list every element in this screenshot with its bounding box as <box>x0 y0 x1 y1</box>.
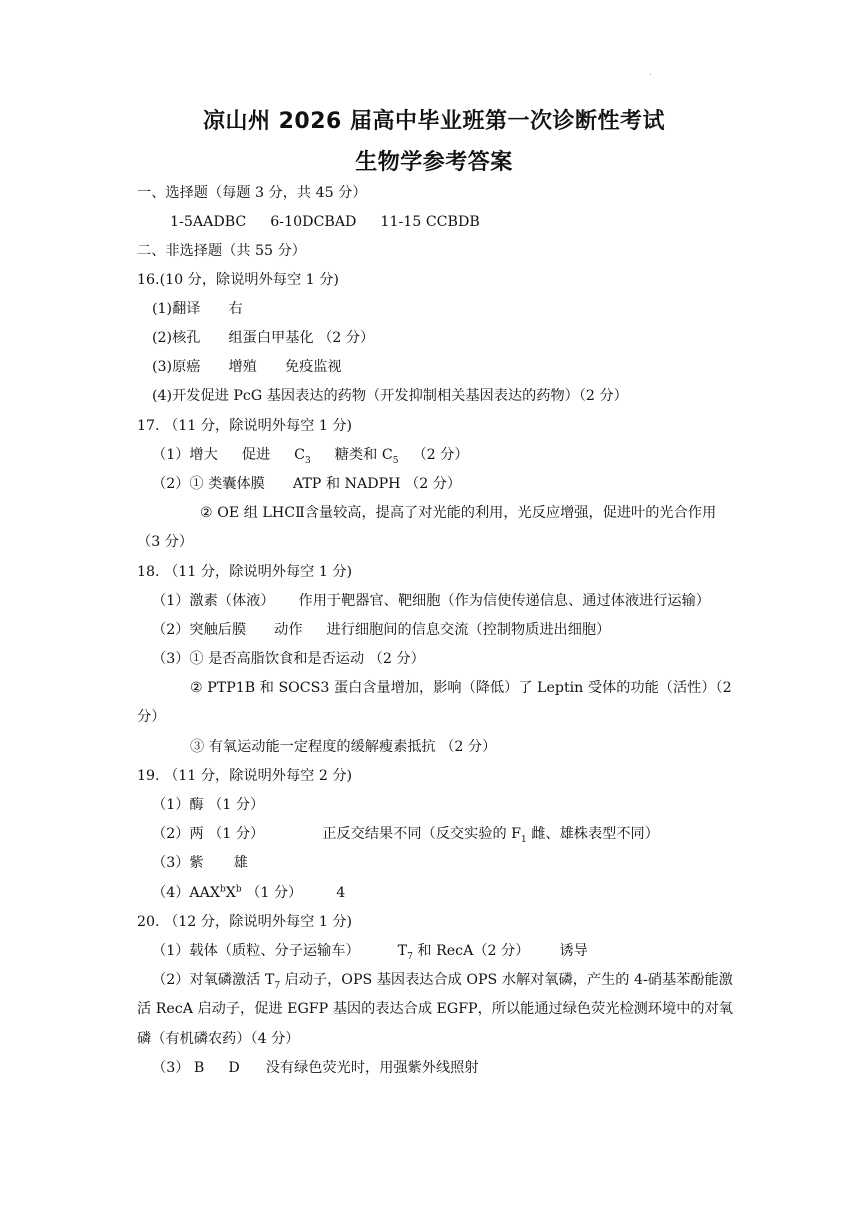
q20-heading: 20. （12 分，除说明外每空 1 分) <box>137 914 353 930</box>
q18-part-4-continued: 分） <box>137 709 166 725</box>
page-subtitle: 生物学参考答案 <box>355 150 513 175</box>
q16-heading: 16.(10 分，除说明外每空 1 分) <box>137 272 339 288</box>
q16-3-answer-a: (3)原癌 <box>152 359 201 375</box>
q16-1-answer-a: (1)翻译 <box>152 301 201 317</box>
q18-2-answer-c: 进行细胞间的信息交流（控制物质进出细胞） <box>326 622 611 638</box>
q17-part-1 <box>152 446 469 464</box>
q16-2-answer-a: (2)核孔 <box>152 330 201 346</box>
q19-part-2 <box>152 825 659 843</box>
q19-2-answer-b: 正反交结果不同（反交实验的 $F_1$ 雌、雄株表型不同） <box>322 826 659 845</box>
q19-heading: 19. （11 分，除说明外每空 2 分) <box>137 768 353 784</box>
q16-part-3 <box>152 358 342 376</box>
q19-part-1: （1）酶 （1 分） <box>152 797 265 813</box>
q20-part-2-line-3: 磷（有机磷农药）（4 分） <box>137 1031 300 1047</box>
q16-1-answer-b: 右 <box>228 301 243 317</box>
q19-3-answer-a: （3）紫 <box>152 855 204 871</box>
q17-1-answer-b: 促进 <box>241 447 271 463</box>
q19-3-answer-b: 雄 <box>233 855 248 871</box>
q19-part-3 <box>152 854 248 872</box>
q20-3-answer-b: D <box>228 1060 240 1076</box>
q18-part-3: （3）① 是否高脂饮食和是否运动 （2 分） <box>152 651 425 667</box>
q18-1-answer-b: 作用于靶器官、靶细胞（作为信使传递信息、通过体液进行运输） <box>298 593 710 609</box>
q19-2-answer-a: （2）两 （1 分） <box>152 826 265 842</box>
q17-part-3: ② OE 组 LHCⅡ含量较高，提高了对光能的利用，光反应增强，促进叶的光合作用 <box>200 505 717 521</box>
answers-6-10: 6-10DCBAD <box>270 214 357 230</box>
q18-part-2 <box>152 621 610 639</box>
q20-part-1 <box>152 942 588 960</box>
q17-2-answer-b: ATP 和 NADPH （2 分） <box>292 476 462 492</box>
q20-1-answer-c: 诱导 <box>559 943 588 959</box>
q17-part-3-continued: （3 分） <box>137 534 194 550</box>
q20-1-answer-b: $T_7$ 和 RecA（2 分） <box>397 943 530 962</box>
section-2-heading: 二、非选择题（共 55 分） <box>137 243 306 259</box>
q17-1-answer-c: $C_3$ <box>294 447 311 466</box>
answers-1-5: 1-5AADBC <box>170 214 247 230</box>
q17-1-answer-a: （1）增大 <box>152 447 218 463</box>
section-1-heading: 一、选择题（每题 3 分，共 45 分） <box>137 185 367 201</box>
q20-part-3 <box>152 1059 479 1077</box>
q20-part-2-line-2: 活 RecA 启动子，促进 EGFP 基因的表达合成 EGFP，所以能通过绿色荧光检测环境中的对氧 <box>137 1001 733 1017</box>
q18-part-1 <box>152 592 710 610</box>
q20-3-answer-a: （3） B <box>152 1060 205 1076</box>
q16-part-2 <box>152 329 374 347</box>
q18-heading: 18. （11 分，除说明外每空 1 分) <box>137 564 353 580</box>
choice-answers <box>170 213 480 231</box>
q17-heading: 17. （11 分，除说明外每空 1 分) <box>137 418 353 434</box>
q16-part-1 <box>152 300 243 318</box>
answers-11-15: 11-15 CCBDB <box>380 214 480 230</box>
q18-2-answer-a: （2）突触后膜 <box>152 622 247 638</box>
q19-part-4 <box>152 884 345 902</box>
q16-part-4: (4)开发促进 PcG 基因表达的药物（开发抑制相关基因表达的药物）（2 分） <box>152 388 628 404</box>
q16-3-answer-b: 增殖 <box>228 359 257 375</box>
q18-part-5: ③ 有氧运动能一定程度的缓解瘦素抵抗 （2 分） <box>190 739 497 755</box>
q19-4-answer-b: 4 <box>336 885 346 901</box>
q17-part-2 <box>152 475 461 493</box>
scan-speck <box>650 74 651 75</box>
q18-2-answer-b: 动作 <box>274 622 303 638</box>
q19-4-answer-a: $(4)AAX^bX^b$ （1 分） <box>152 884 303 901</box>
q16-3-answer-c: 免疫监视 <box>284 359 342 375</box>
q16-2-answer-b: 组蛋白甲基化 （2 分） <box>228 330 375 346</box>
q18-1-answer-a: （1）激素（体液） <box>152 593 275 609</box>
q17-1-answer-d: 糖类和 $C_5$ <box>334 447 399 466</box>
q20-3-answer-c: 没有绿色荧光时，用强紫外线照射 <box>265 1060 479 1076</box>
q17-2-answer-a: （2）① 类囊体膜 <box>152 476 265 492</box>
q20-part-2-line-1: （2）对氧磷激活 $T_7$ 启动子，OPS 基因表达合成 OPS 水解对氧磷，产生的 4-硝基苯酚能激 <box>152 972 733 991</box>
q18-part-4: ② PTP1B 和 SOCS3 蛋白含量增加，影响（降低）了 Leptin 受体的功能（活性）（2 <box>190 680 732 696</box>
page-title: 凉山州 2026 届高中毕业班第一次诊断性考试 <box>202 109 666 134</box>
q17-1-score: （2 分） <box>412 447 469 463</box>
q20-1-answer-a: （1）载体（质粒、分子运输车） <box>152 943 360 959</box>
